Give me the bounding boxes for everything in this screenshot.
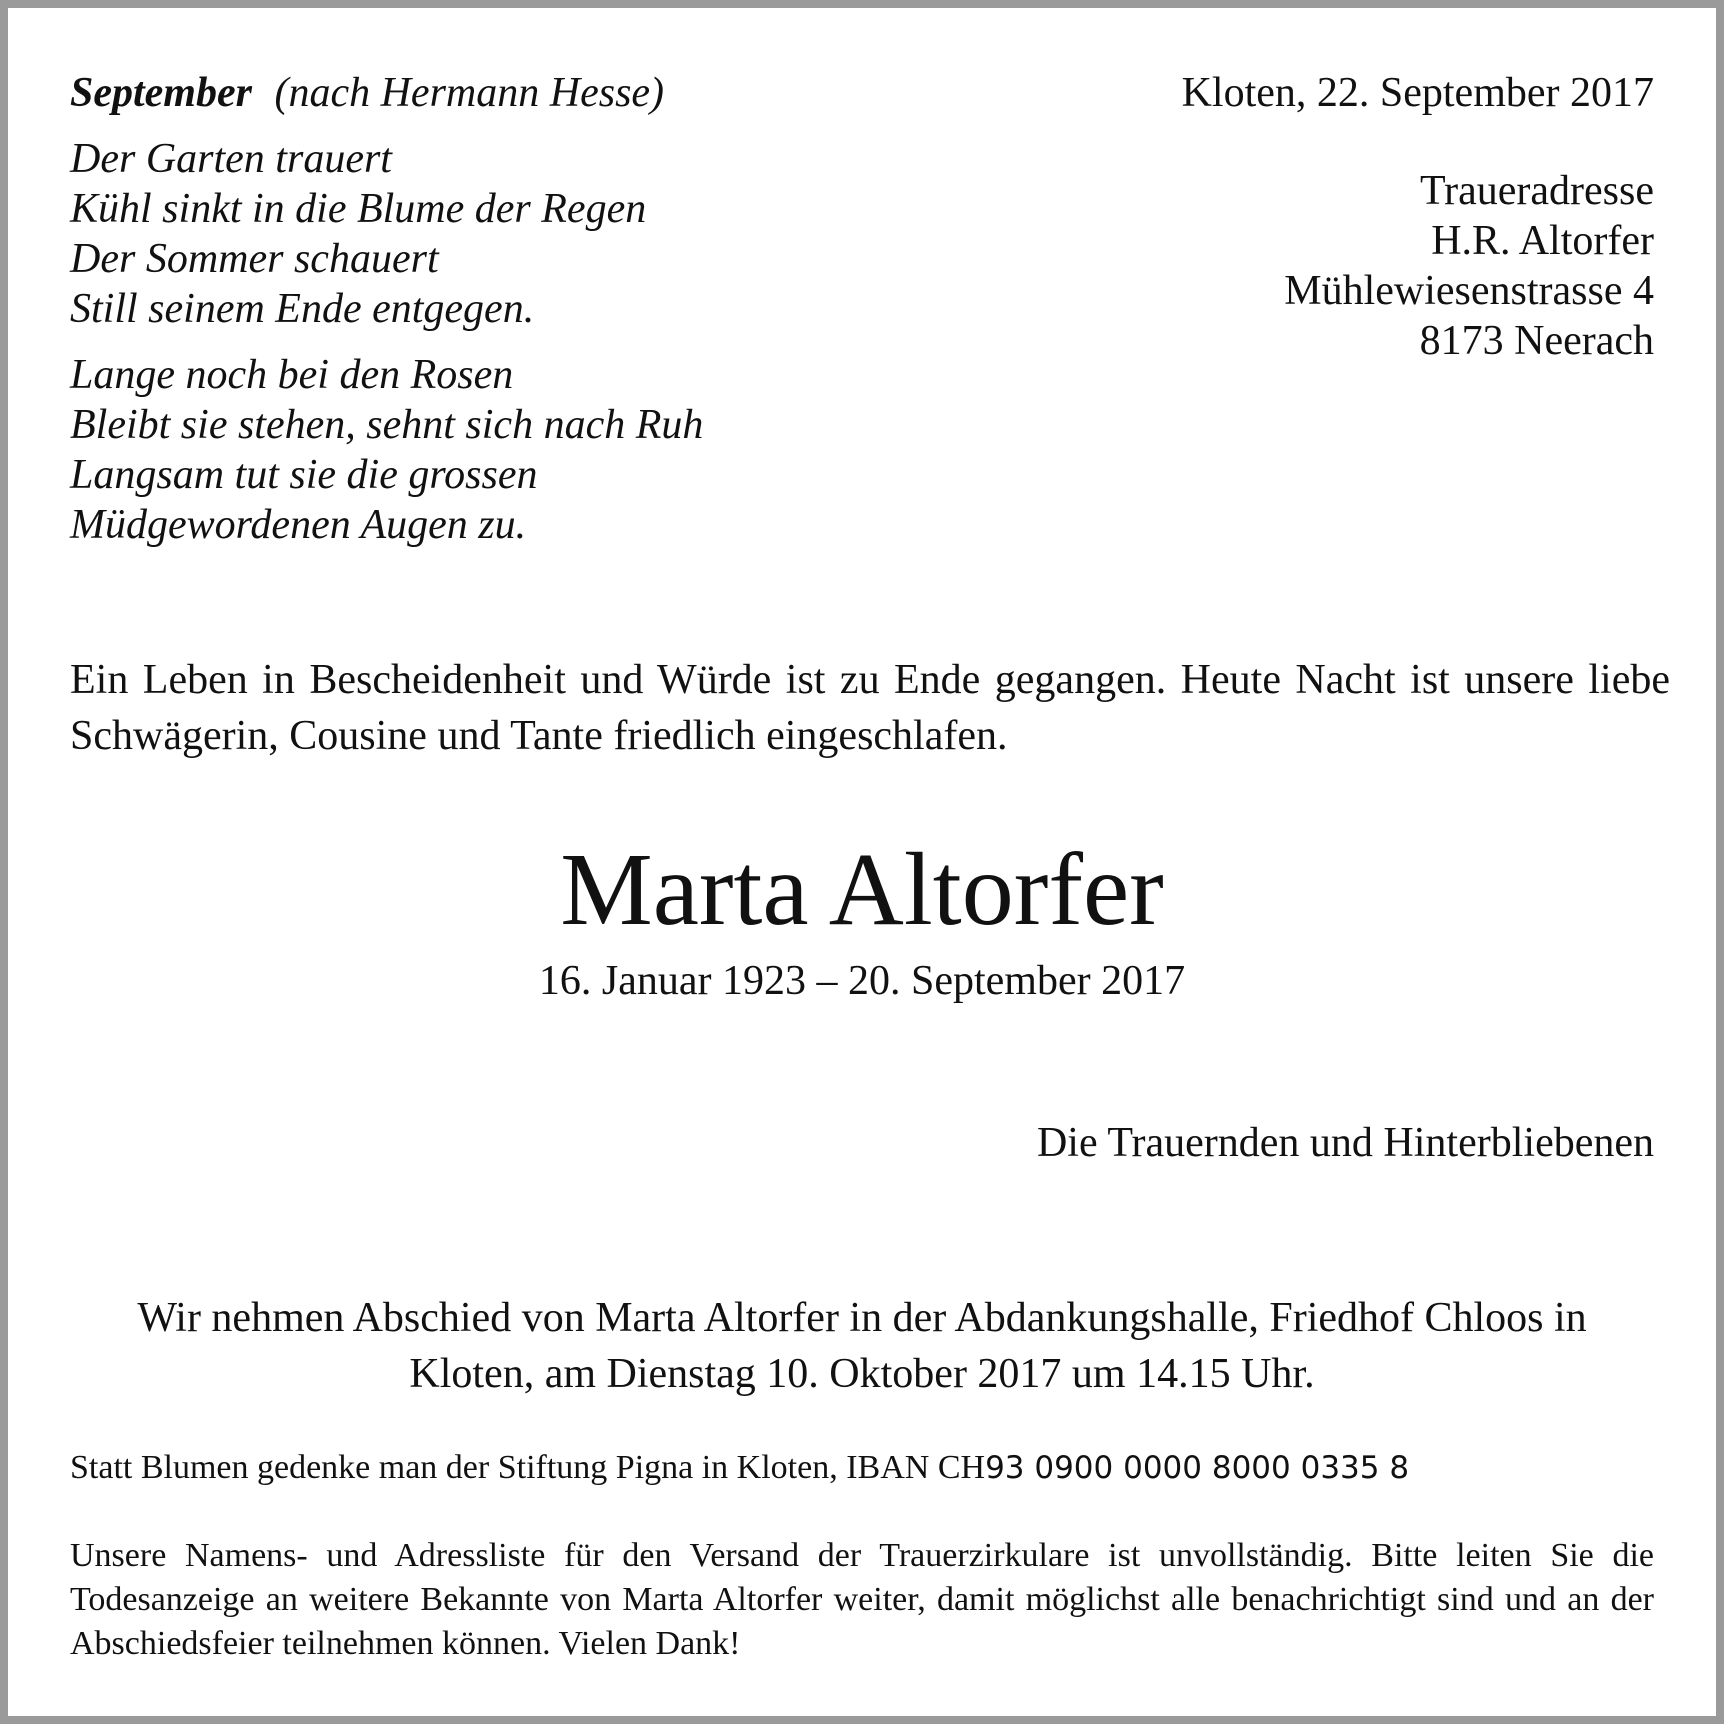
poem-line: Lange noch bei den Rosen: [70, 352, 514, 398]
poem-line: Bleibt sie stehen, sehnt sich nach Ruh: [70, 402, 704, 448]
address-list-note: Unsere Namens- und Adressliste für den Versand der Trauerzirkulare ist unvollständig. Bitte leiten Sie die Todesanzeige an weitere Bekannte von Marta Altorfer weiter, damit möglichst alle benachrichtigt sind und an der Abschiedsfeier teilnehmen können. Vielen Dank!: [70, 1537, 1654, 1662]
farewell-notice: Wir nehmen Abschied von Marta Altorfer in der Abdankungshalle, Friedhof Chloos in Kloten, am Dienstag 10. Oktober 2017 um 14.15 Uhr.: [137, 1295, 1587, 1397]
poem-line: Der Garten trauert: [70, 136, 392, 182]
poem-line: Müdgewordenen Augen zu.: [70, 502, 527, 548]
address-line: 8173 Neerach: [1419, 318, 1654, 364]
place-date: Kloten, 22. September 2017: [1181, 70, 1654, 116]
header-right: [954, 68, 1654, 366]
poem-line: Der Sommer schauert: [70, 236, 439, 282]
mourners-signature: Die Trauernden und Hinterbliebenen: [1036, 1120, 1654, 1166]
mourning-address: [954, 166, 1654, 366]
donation-notice: [70, 1446, 1654, 1490]
life-dates: 16. Januar 1923 – 20. September 2017: [538, 958, 1186, 1004]
address-line: H.R. Altorfer: [1431, 218, 1654, 264]
poem-stanza-1: [70, 134, 970, 334]
address-line: Mühlewiesenstrasse 4: [1284, 268, 1654, 314]
poem-line: Langsam tut sie die grossen: [70, 452, 538, 498]
donation-text: Statt Blumen gedenke man der Stiftung Pigna in Kloten, IBAN CH: [70, 1449, 986, 1486]
poem-title: September: [70, 70, 252, 116]
poem-attribution: (nach Hermann Hesse): [274, 70, 665, 116]
iban-number: 93 0900 0000 8000 0335 8: [985, 1450, 1410, 1486]
intro-text: Ein Leben in Bescheidenheit und Würde ist zu Ende gegangen. Heute Nacht ist unsere liebe Schwägerin, Cousine und Tante friedlich eingeschlafen.: [70, 657, 1670, 759]
poem-line: Still seinem Ende entgegen.: [70, 286, 535, 332]
poem-line: Kühl sinkt in die Blume der Regen: [70, 186, 647, 232]
deceased-name: Marta Altorfer: [560, 832, 1164, 947]
poem-stanza-2: [70, 350, 970, 550]
address-line: Traueradresse: [1419, 168, 1654, 214]
poem: [70, 68, 970, 566]
poem-heading: [70, 68, 970, 118]
